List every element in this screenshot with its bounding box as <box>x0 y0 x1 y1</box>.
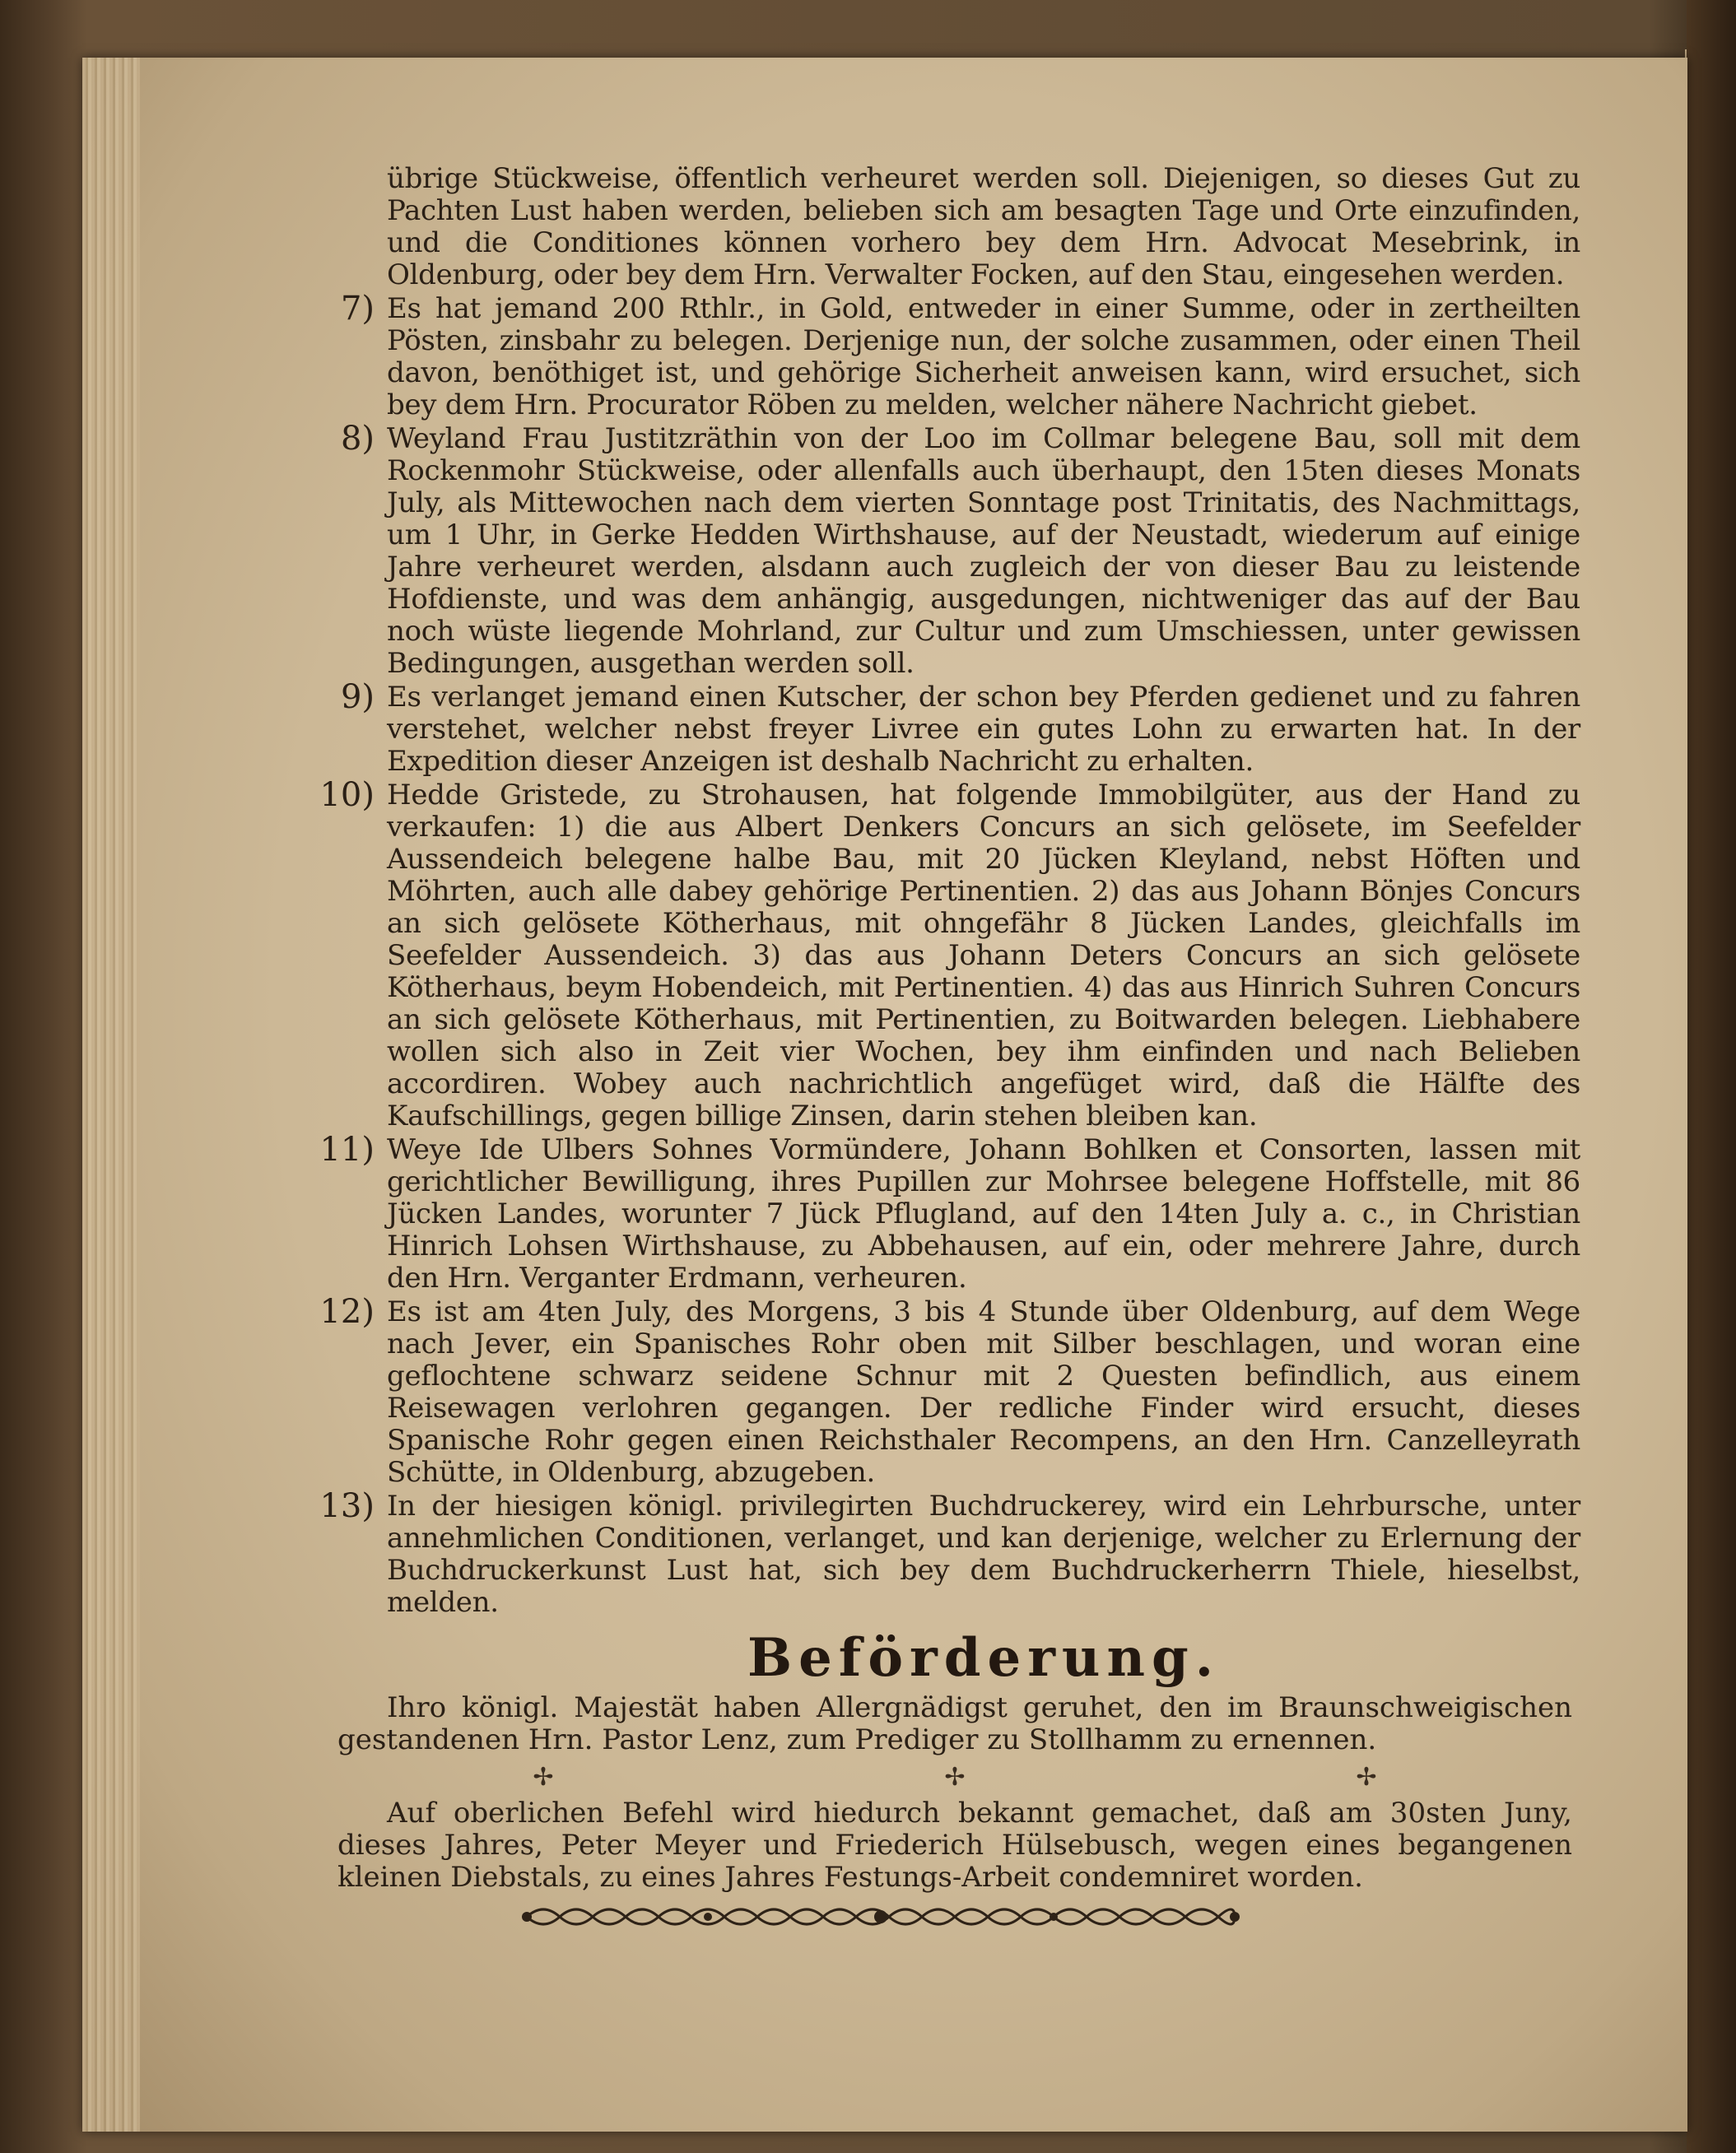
entry-8 <box>340 420 1580 680</box>
entry-11 <box>319 1131 1580 1295</box>
entry-text: Es hat jemand 200 Rthlr., in Gold, entweder in einer Summe, oder in zertheilten Pösten, zinsbahr zu belegen. Derjenige nun, der solche zusammen, oder einen Theil davon, benöthiget ist, und gehörige Sicherheit anweisen kann, wird ersuchet, sich bey dem Hrn. Procurator Röben zu melden, welcher nähere Nachricht giebet. <box>387 292 1580 421</box>
end-ornament-icon <box>510 1900 1251 1933</box>
page-content <box>319 162 1580 1937</box>
entry-12 <box>319 1293 1580 1489</box>
entry-number: 11) <box>319 1131 375 1169</box>
entry-7 <box>340 290 1580 421</box>
entry-number: 13) <box>319 1487 375 1525</box>
star-ornament-icon: ✢ <box>944 1762 966 1792</box>
entry-text: In der hiesigen königl. privilegirten Buchdruckerey, wird ein Lehrbursche, unter annehmlichen Conditionen, verlanget, und kan derjenige, welcher zu Erlernung der Buchdruckerkunst Lust hat, sich bey dem Buchdruckerherrn Thiele, hieselbst, melden. <box>387 1490 1580 1619</box>
entry-13 <box>319 1487 1580 1619</box>
entry-10 <box>319 776 1580 1132</box>
notice-paragraph: Auf oberlichen Befehl wird hiedurch bekannt gemachet, daß am 30sten Juny, dieses Jahres, Peter Meyer und Friederich Hülsebusch, wegen eines begangenen kleinen Diebstals, zu eines Jahres Festungs-Arbeit condemniret worden. <box>337 1797 1572 1894</box>
section-divider <box>337 1756 1572 1797</box>
book-spine <box>1687 0 1736 2153</box>
entry-number: 9) <box>340 678 375 716</box>
entry-number: 7) <box>340 290 375 328</box>
page-stack-edge <box>82 58 140 2132</box>
promotion-paragraph: Ihro königl. Majestät haben Allergnädigst geruhet, den im Braunschweigischen gestandenen Hrn. Pastor Lenz, zum Prediger zu Stollhamm zu ernennen. <box>337 1691 1572 1756</box>
section-heading: Beförderung. <box>747 1627 1221 1689</box>
entry-text: Weyland Frau Justitzräthin von der Loo im Collmar belegene Bau, soll mit dem Rockenmohr Stückweise, oder allenfalls auch überhaupt, den 15ten dieses Monats July, als Mittewochen nach dem vierten Sonntage post Trinitatis, des Nachmittags, um 1 Uhr, in Gerke Hedden Wirthshause, auf der Neustadt, wiederum auf einige Jahre verheuret werden, alsdann auch zugleich der von dieser Bau zu leistende Hofdienste, und was dem anhängig, ausgedungen, nichtweniger das auf der Bau noch wüste liegende Mohrland, zur Cultur und zum Umschiessen, unter gewissen Bedingungen, ausgethan werden soll. <box>387 422 1580 680</box>
entry-text: Hedde Gristede, zu Strohausen, hat folgende Immobilgüter, aus der Hand zu verkaufen: 1) die aus Albert Denkers Concurs an sich gelösete, im Seefelder Aussendeich belegene halbe Bau, mit 20 Jücken Kleyland, nebst Höften und Möhrten, auch alle dabey gehörige Pertinentien. 2) das aus Johann Bönjes Concurs an sich gelösete Kötherhaus, mit ohngefähr 8 Jücken Landes, gleichfalls im Seefelder Aussendeich. 3) das aus Johann Deters Concurs an sich gelösete Kötherhaus, beym Hobendeich, mit Pertinentien. 4) das aus Hinrich Suhren Concurs an sich gelösete Kötherhaus, mit Pertinentien, zu Boitwarden belegen. Liebhabere wollen sich also in Zeit vier Wochen, bey ihm einfinden und nach Belieben accordiren. Wobey auch nachrichtlich angefüget wird, daß die Hälfte des Kaufschillings, gegen billige Zinsen, darin stehen bleiben kan. <box>387 779 1580 1132</box>
star-ornament-icon: ✢ <box>1356 1762 1377 1792</box>
entry-continuation <box>387 163 1580 291</box>
star-ornament-icon: ✢ <box>533 1762 554 1792</box>
entry-text: Es verlanget jemand einen Kutscher, der schon bey Pferden gedienet und zu fahren verstehet, welcher nebst freyer Livree ein gutes Lohn zu erwarten hat. In der Expedition dieser Anzeigen ist deshalb Nachricht zu erhalten. <box>387 681 1580 778</box>
entry-text: übrige Stückweise, öffentlich verheuret werden soll. Diejenigen, so dieses Gut zu Pachten Lust haben werden, belieben sich am besagten Tage und Orte einzufinden, und die Conditiones können vorhero bey dem Hrn. Advocat Mesebrink, in Oldenburg, oder bey dem Hrn. Verwalter Focken, auf den Stau, eingesehen werden. <box>387 162 1580 291</box>
entry-text: Weye Ide Ulbers Sohnes Vormündere, Johann Bohlken et Consorten, lassen mit gerichtlicher Bewilligung, ihres Pupillen zur Mohrsee belegene Hoffstelle, mit 86 Jücken Landes, worunter 7 Jück Pflugland, auf den 14ten July a. c., in Christian Hinrich Lohsen Wirthshause, zu Abbehausen, auf ein, oder mehrere Jahre, durch den Hrn. Verganter Erdmann, verheuren. <box>387 1133 1580 1295</box>
entry-number: 12) <box>319 1293 375 1331</box>
entry-number: 10) <box>319 776 375 814</box>
entry-9 <box>340 678 1580 778</box>
entry-number: 8) <box>340 420 375 458</box>
entry-text: Es ist am 4ten July, des Morgens, 3 bis 4 Stunde über Oldenburg, auf dem Wege nach Jever, ein Spanisches Rohr oben mit Silber beschlagen, und woran eine geflochtene schwarz seidene Schnur mit 2 Questen befindlich, aus einem Reisewagen verlohren gegangen. Der redliche Finder wird ersucht, dieses Spanische Rohr gegen einen Reichsthaler Recompens, an den Hrn. Canzelleyrath Schütte, in Oldenburg, abzugeben. <box>387 1295 1580 1489</box>
